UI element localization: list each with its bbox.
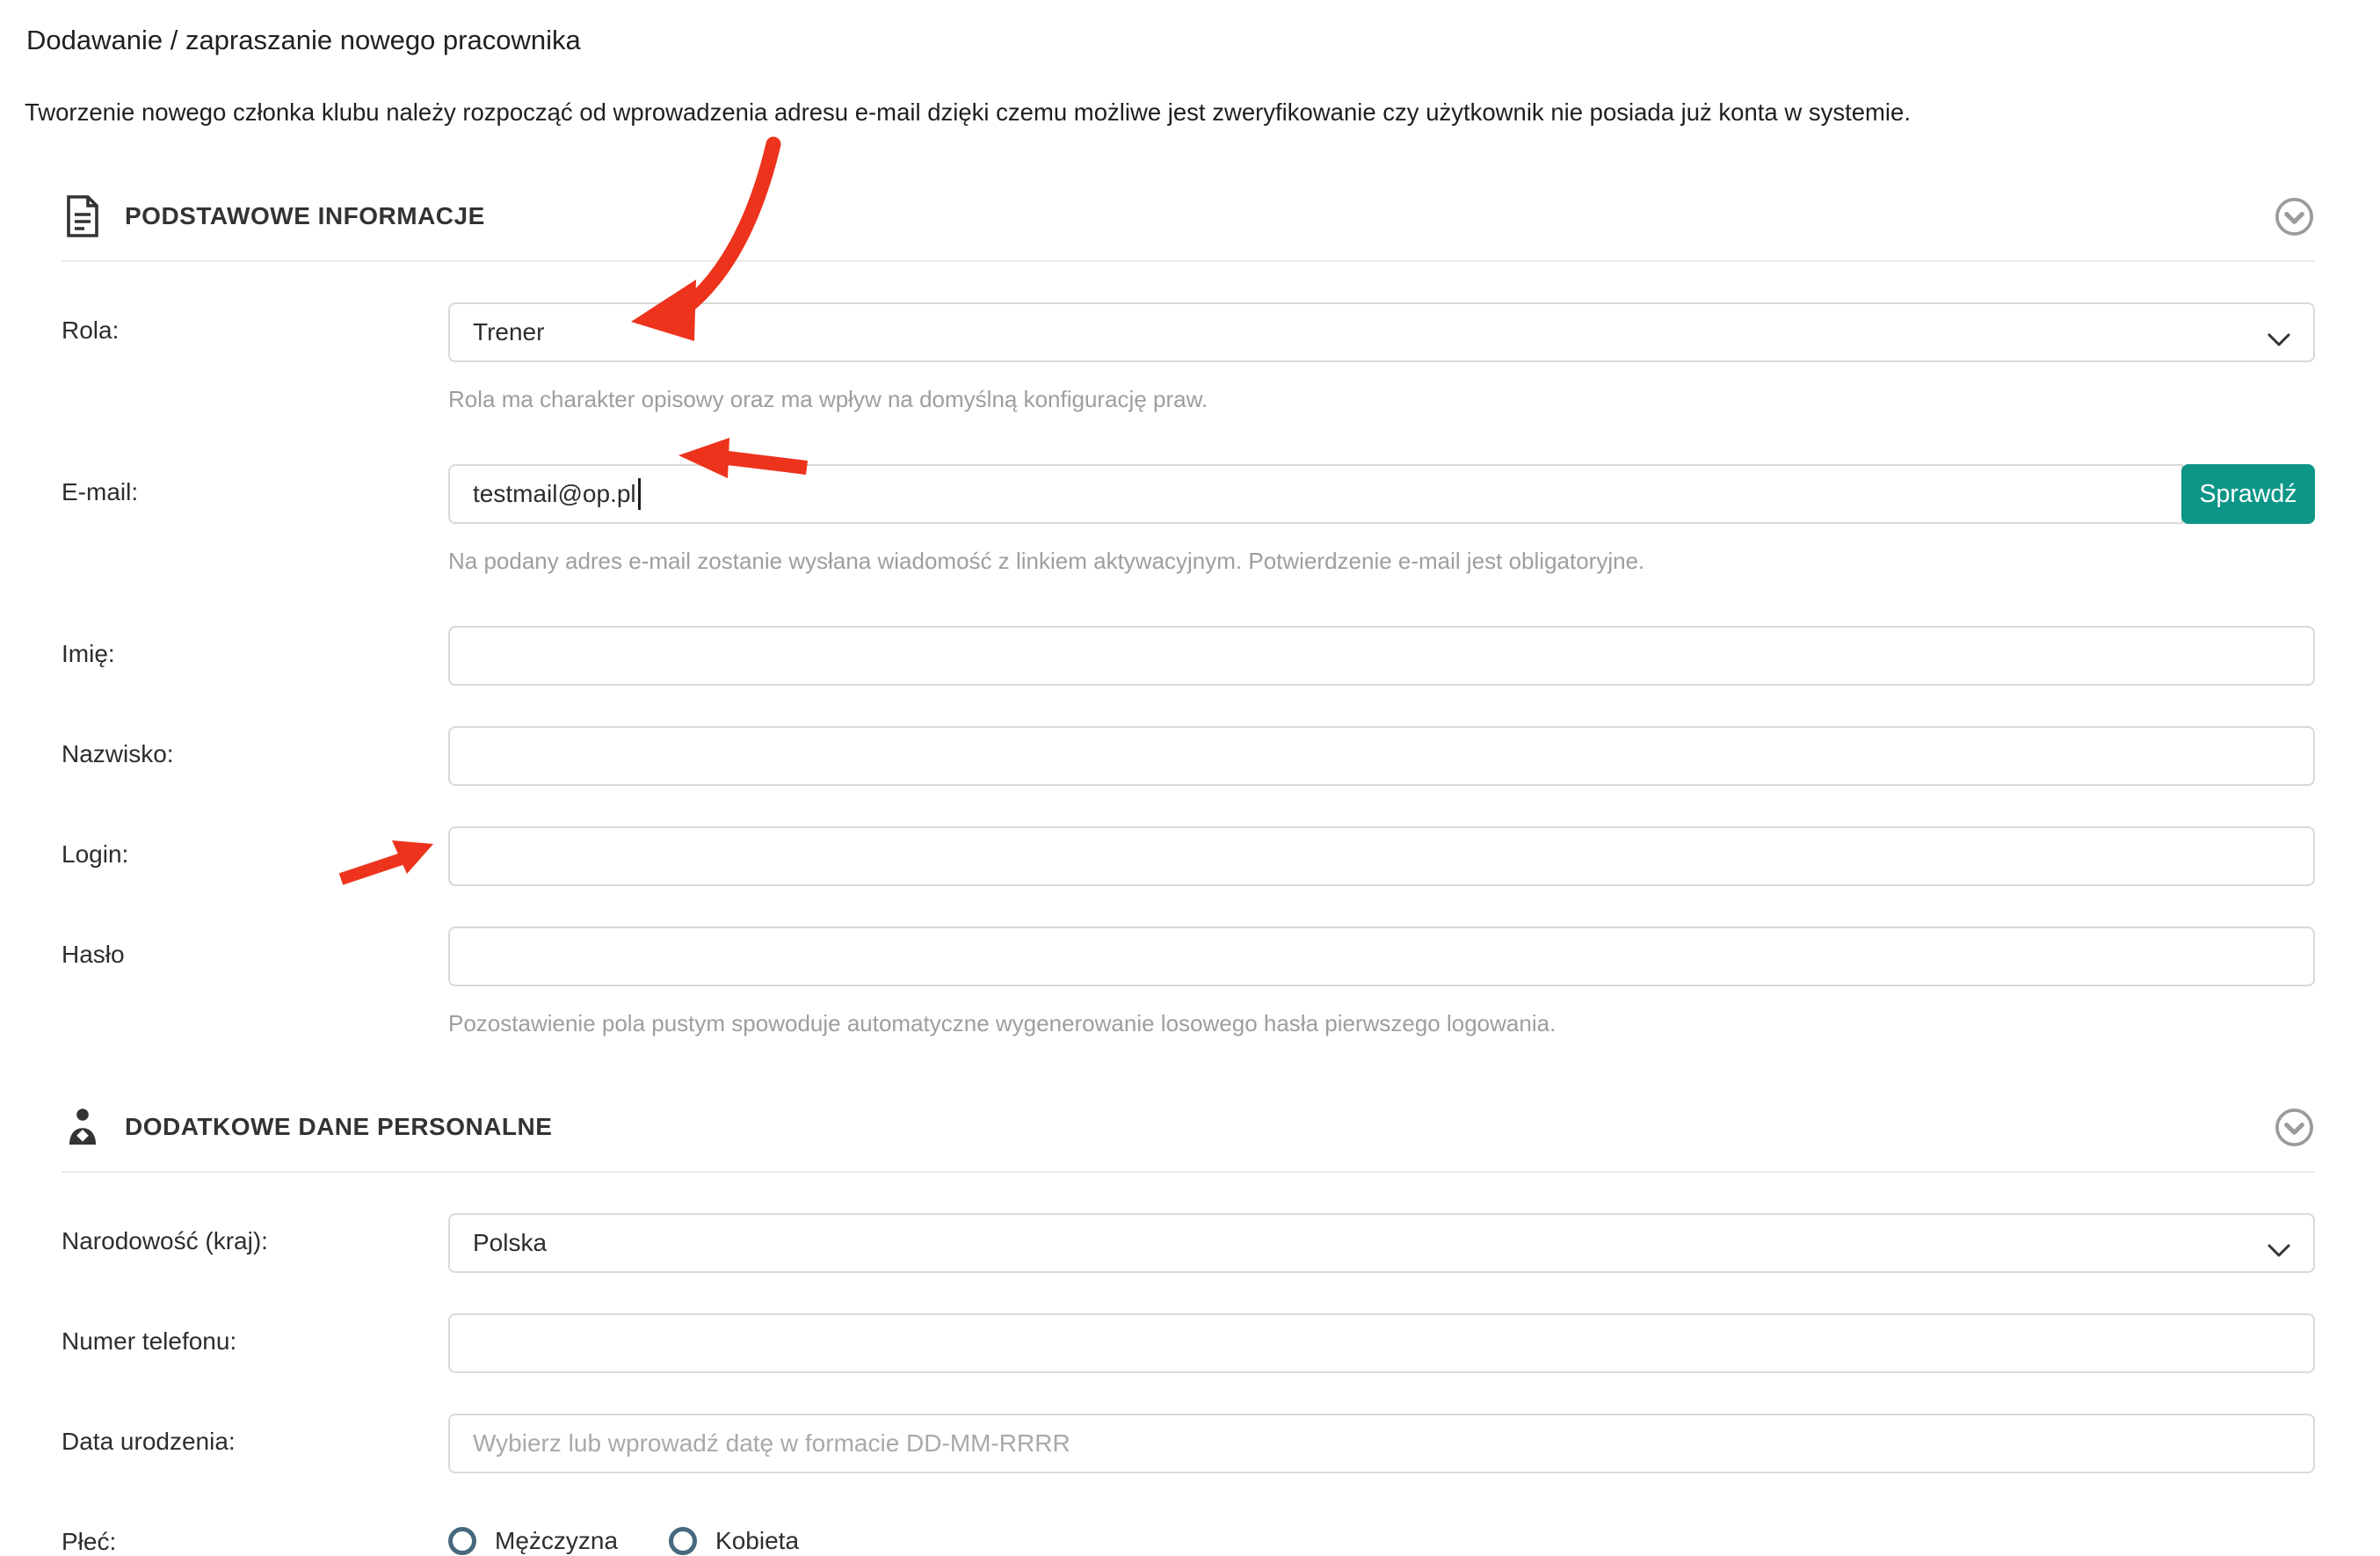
radio-option-kobieta[interactable] [669, 1527, 799, 1555]
haslo-field[interactable] [448, 927, 2315, 986]
rola-label: Rola: [62, 316, 120, 344]
rola-help-text: Rola ma charakter opisowy oraz ma wpływ na domyślną konfigurację praw. [448, 386, 1208, 412]
text-caret [638, 478, 641, 510]
haslo-help-text: Pozostawienie pola pustym spowoduje automatyczne wygenerowanie losowego hasła pierwszego logowania. [448, 1010, 1556, 1036]
section-title-basic-info: PODSTAWOWE INFORMACJE [125, 202, 485, 229]
field-row-rola [62, 302, 2315, 413]
chevron-down-circle-icon[interactable] [2274, 1107, 2315, 1148]
imie-field[interactable] [448, 626, 2315, 686]
nazwisko-label: Nazwisko: [62, 740, 174, 767]
radio-circle-icon [669, 1527, 697, 1555]
radio-label-mezczyzna: Mężczyzna [495, 1527, 619, 1554]
data-urodzenia-field[interactable] [448, 1414, 2315, 1473]
document-icon [62, 195, 104, 237]
field-row-nazwisko [62, 726, 2315, 786]
section-header-basic-info [62, 176, 2315, 262]
rola-select[interactable] [448, 302, 2315, 362]
intro-text: Tworzenie nowego członka klubu należy rozpocząć od wprowadzenia adresu e-mail dzięki czemu możliwe jest zweryfikowanie czy użytkownik nie posiada już konta w systemie. [25, 98, 1911, 126]
chevron-down-circle-icon[interactable] [2274, 196, 2315, 237]
field-row-telefon [62, 1313, 2315, 1373]
section-header-personal-data [62, 1087, 2315, 1173]
page-title: Dodawanie / zapraszanie nowego pracownika [26, 25, 581, 55]
chevron-down-icon [2268, 325, 2290, 339]
field-row-data-urodzenia [62, 1414, 2315, 1473]
narodowosc-select[interactable] [448, 1213, 2315, 1273]
imie-label: Imię: [62, 640, 115, 667]
login-field[interactable] [448, 826, 2315, 886]
narodowosc-label: Narodowość (kraj): [62, 1227, 268, 1254]
section-title-personal-data: DODATKOWE DANE PERSONALNE [125, 1113, 553, 1140]
email-label: E-mail: [62, 478, 139, 505]
login-label: Login: [62, 840, 129, 868]
telefon-field[interactable] [448, 1313, 2315, 1373]
rola-selected-value: Trener [473, 318, 545, 345]
field-row-imie [62, 626, 2315, 686]
field-row-haslo [62, 927, 2315, 1037]
radio-option-mezczyzna[interactable] [448, 1527, 618, 1555]
plec-label: Płeć: [62, 1528, 117, 1555]
field-row-narodowosc [62, 1213, 2315, 1273]
field-row-email [62, 464, 2315, 575]
radio-circle-icon [448, 1527, 476, 1555]
haslo-label: Hasło [62, 941, 125, 968]
person-card-icon [62, 1106, 104, 1148]
radio-label-kobieta: Kobieta [715, 1527, 800, 1554]
data-urodzenia-label: Data urodzenia: [62, 1428, 236, 1455]
narodowosc-selected-value: Polska [473, 1229, 548, 1256]
chevron-down-icon [2268, 1236, 2290, 1250]
email-value: testmail@op.pl [473, 480, 636, 507]
field-row-plec [62, 1514, 2315, 1556]
nazwisko-field[interactable] [448, 726, 2315, 786]
field-row-login [62, 826, 2315, 886]
email-help-text: Na podany adres e-mail zostanie wysłana wiadomość z linkiem aktywacyjnym. Potwierdzenie e-mail jest obligatoryjne. [448, 548, 1645, 574]
telefon-label: Numer telefonu: [62, 1327, 237, 1355]
check-email-button[interactable]: Sprawdź [2181, 464, 2315, 524]
plec-radio-group [448, 1514, 2315, 1555]
email-field[interactable] [448, 464, 2183, 524]
